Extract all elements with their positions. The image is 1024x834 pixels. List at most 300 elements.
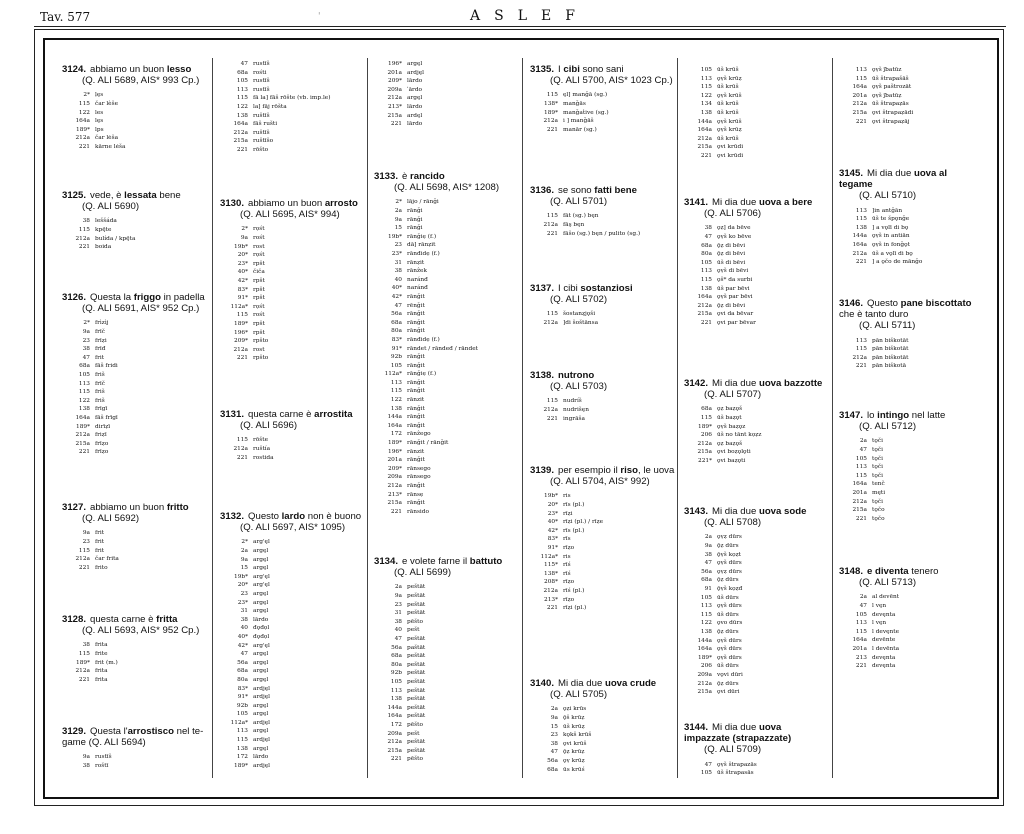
response-row bbox=[839, 506, 979, 515]
survey-point: 212a bbox=[75, 668, 90, 675]
dialect-form: rọśt bbox=[253, 226, 265, 233]
entry-heading bbox=[530, 64, 675, 86]
survey-point: 113 bbox=[855, 620, 867, 627]
entry-sentence-text: e volete farne il bbox=[402, 556, 470, 567]
survey-point: 189* bbox=[76, 659, 90, 666]
survey-point: 138 bbox=[390, 696, 402, 703]
survey-point: 212a bbox=[852, 498, 867, 505]
response-row bbox=[62, 423, 207, 432]
dialect-form: tǫči bbox=[872, 438, 883, 445]
survey-point: 68a bbox=[79, 363, 90, 370]
response-row bbox=[62, 143, 207, 152]
survey-point: 2a bbox=[859, 438, 867, 445]
dialect-form: rānđidẹ (f.) bbox=[407, 336, 440, 343]
dialect-form: rānsẹ bbox=[407, 491, 424, 498]
survey-point: 164a bbox=[852, 241, 867, 248]
survey-point: 189* bbox=[76, 423, 90, 430]
response-row bbox=[374, 198, 519, 207]
survey-point: 115 bbox=[546, 398, 558, 405]
dialect-form: ruštīš bbox=[253, 112, 270, 119]
survey-point: 215a bbox=[697, 449, 712, 456]
entry-number: 3144. bbox=[684, 722, 709, 733]
entry-headword: uova al tegame bbox=[839, 168, 948, 191]
survey-point: 68a bbox=[701, 406, 712, 413]
survey-point: 115 bbox=[236, 437, 248, 444]
entry-heading bbox=[62, 292, 207, 314]
response-row bbox=[530, 535, 675, 544]
entry-headword: pane biscottato bbox=[900, 298, 972, 309]
dialect-form: l devēnta bbox=[872, 645, 900, 652]
dialect-form: kārne lėša bbox=[95, 143, 126, 150]
survey-point: 212a bbox=[233, 129, 248, 136]
dialect-form: rānǧiẹ (f.) bbox=[407, 371, 437, 378]
survey-point: 221 bbox=[546, 230, 558, 237]
survey-point: 47 bbox=[82, 354, 90, 361]
dialect-form: čar lèše bbox=[95, 101, 119, 107]
dialect-form: argęl bbox=[253, 676, 269, 683]
response-row bbox=[374, 644, 519, 653]
dialect-form: rīẓo bbox=[563, 544, 575, 551]
survey-point: 42* bbox=[237, 277, 248, 284]
entry-headword: arrostisco bbox=[127, 726, 174, 737]
survey-point: 2a bbox=[240, 548, 248, 554]
response-row bbox=[62, 362, 207, 371]
response-row bbox=[374, 661, 519, 670]
map-entry bbox=[839, 168, 979, 267]
response-list bbox=[62, 217, 207, 251]
survey-point: 122 bbox=[700, 92, 712, 99]
response-row bbox=[220, 251, 365, 260]
dialect-form: nudrišęn bbox=[563, 407, 589, 413]
dialect-form: rọśt bbox=[253, 303, 265, 310]
response-row bbox=[62, 91, 207, 100]
entry-heading bbox=[839, 566, 979, 588]
response-row bbox=[684, 448, 829, 457]
dialect-form: peštāt bbox=[407, 661, 426, 668]
response-row bbox=[839, 662, 979, 671]
survey-point: 221 bbox=[855, 663, 867, 670]
response-row bbox=[62, 753, 207, 762]
response-row bbox=[62, 448, 207, 457]
response-row bbox=[374, 327, 519, 336]
entry-sentence-text: lo bbox=[867, 410, 878, 421]
response-row bbox=[374, 508, 519, 517]
response-list bbox=[374, 198, 519, 516]
survey-point: 115 bbox=[78, 101, 90, 107]
response-row bbox=[220, 354, 365, 363]
survey-point: 112a* bbox=[540, 553, 558, 560]
response-row bbox=[530, 492, 675, 501]
dialect-form: ris bbox=[563, 493, 571, 500]
response-row bbox=[684, 637, 829, 646]
response-row bbox=[684, 551, 829, 560]
response-row bbox=[684, 585, 829, 594]
response-row bbox=[684, 224, 829, 233]
entry-sentence-text: , le uova bbox=[638, 465, 675, 476]
response-row bbox=[530, 310, 675, 319]
survey-point: 208* bbox=[544, 579, 558, 586]
dialect-form: lārdo bbox=[407, 121, 423, 128]
response-row bbox=[684, 267, 829, 276]
dialect-form: rānǧit bbox=[407, 457, 425, 464]
survey-point: 212a bbox=[387, 739, 402, 746]
survey-point: 212a bbox=[75, 235, 90, 242]
response-row bbox=[684, 83, 829, 92]
response-row bbox=[220, 277, 365, 286]
survey-point: 47 bbox=[394, 635, 402, 642]
response-list bbox=[530, 492, 675, 612]
survey-point: 113 bbox=[390, 687, 402, 694]
survey-point: 138 bbox=[78, 406, 90, 413]
dialect-form: l devęnte bbox=[872, 628, 900, 635]
survey-point: 83* bbox=[237, 685, 248, 692]
response-row bbox=[62, 547, 207, 556]
survey-point: 47 bbox=[240, 651, 248, 658]
dialect-form: rośt bbox=[253, 312, 265, 319]
response-row bbox=[530, 221, 675, 230]
survey-point: 38 bbox=[394, 618, 402, 625]
response-row bbox=[530, 604, 675, 613]
response-row bbox=[374, 310, 519, 319]
response-row bbox=[839, 602, 979, 611]
survey-point: 47 bbox=[704, 234, 712, 240]
dialect-form: ˈārdo bbox=[407, 86, 423, 93]
dialect-form: rīs bbox=[563, 536, 571, 543]
dialect-form: rīś bbox=[563, 570, 571, 577]
response-row bbox=[684, 259, 829, 268]
survey-point: 42* bbox=[237, 642, 248, 649]
response-row bbox=[62, 328, 207, 337]
map-entry bbox=[374, 60, 519, 129]
dialect-form: ūš štrapaẓās bbox=[872, 101, 909, 108]
map-entry bbox=[220, 198, 365, 363]
dialect-form: ḷęs bbox=[95, 92, 104, 99]
response-list bbox=[530, 310, 675, 327]
entry-sentence-text: Questa la bbox=[90, 292, 134, 303]
dialect-form: ūš baẓǫt bbox=[717, 415, 742, 421]
entry-sentence-text: abbiamo un buon bbox=[90, 64, 167, 75]
response-row bbox=[684, 310, 829, 319]
entry-headword: fritta bbox=[156, 614, 178, 625]
entry-number: 3137. bbox=[530, 283, 555, 294]
dialect-form: ǭš krūẓ bbox=[563, 715, 585, 721]
map-entry bbox=[220, 511, 365, 770]
dialect-form: peštāt bbox=[407, 696, 426, 703]
survey-point: 115 bbox=[236, 95, 248, 102]
map-entry bbox=[530, 678, 675, 774]
dialect-form: rānǧit / rānǧit bbox=[407, 440, 449, 447]
dialect-form: pešt bbox=[407, 730, 420, 737]
map-entry bbox=[684, 197, 829, 328]
response-row bbox=[684, 671, 829, 680]
response-list bbox=[684, 533, 829, 696]
response-row bbox=[62, 414, 207, 423]
response-row bbox=[839, 215, 979, 224]
map-entry bbox=[62, 502, 207, 572]
response-row bbox=[684, 285, 829, 294]
response-list bbox=[530, 91, 675, 134]
survey-point: 105 bbox=[700, 259, 712, 266]
map-entry bbox=[684, 506, 829, 697]
survey-point: 212a bbox=[543, 222, 558, 228]
dialect-form: ūš no tānt kọẓz bbox=[717, 432, 762, 439]
entry-reference: (Q. ALI 5702) bbox=[550, 294, 608, 306]
dialect-form: tǫči bbox=[872, 447, 883, 453]
entry-sentence-text: questa carne è bbox=[90, 614, 157, 625]
dialect-form: pān biškotāt bbox=[872, 354, 909, 361]
dialect-form: peštāt bbox=[407, 704, 426, 711]
entry-heading bbox=[530, 465, 675, 487]
response-row bbox=[374, 738, 519, 747]
response-row bbox=[62, 762, 207, 771]
survey-point: 215a bbox=[387, 112, 402, 119]
response-row bbox=[62, 667, 207, 676]
response-row bbox=[220, 727, 365, 736]
survey-point: 113 bbox=[700, 268, 712, 275]
survey-point: 164a bbox=[233, 121, 248, 128]
survey-point: 221 bbox=[78, 244, 90, 251]
survey-point: 206 bbox=[700, 432, 712, 439]
response-list bbox=[62, 529, 207, 572]
response-row bbox=[220, 268, 365, 277]
map-entry bbox=[530, 185, 675, 238]
dialect-form: argęl bbox=[253, 745, 269, 752]
survey-point: 212a bbox=[697, 680, 712, 687]
entry-number: 3146. bbox=[839, 298, 864, 309]
dialect-form: ǫvi baẓǫti bbox=[717, 457, 746, 464]
entry-headword: intingo bbox=[877, 410, 910, 421]
survey-point: 23* bbox=[391, 250, 402, 257]
response-row bbox=[684, 628, 829, 637]
survey-point: 38 bbox=[704, 225, 712, 232]
response-row bbox=[530, 91, 675, 100]
entry-headword: riso bbox=[620, 465, 639, 476]
survey-point: 23 bbox=[394, 242, 402, 249]
dialect-form: ruštía bbox=[253, 446, 271, 452]
dialect-form: ūš krūš bbox=[717, 101, 739, 108]
survey-point: 42* bbox=[391, 293, 402, 300]
dialect-form: ǭẓ di bēvi bbox=[717, 251, 746, 258]
response-row bbox=[839, 92, 979, 101]
survey-point: 40 bbox=[394, 276, 402, 283]
entry-headword: fatti bene bbox=[594, 185, 637, 196]
response-row bbox=[62, 650, 207, 659]
dialect-form: kǫkš krūš bbox=[563, 732, 592, 739]
survey-point: 189* bbox=[234, 762, 248, 769]
response-row bbox=[684, 533, 829, 542]
entry-reference: (Q. ALI 5698, AIS* 1208) bbox=[394, 182, 500, 194]
response-row bbox=[839, 118, 979, 127]
response-row bbox=[374, 721, 519, 730]
dialect-form: ǭẓ dūrs bbox=[717, 543, 739, 549]
column-2 bbox=[220, 60, 365, 780]
entry-sentence-text: Mi dia due bbox=[712, 506, 759, 517]
entry-sentence-text: abbiamo un buon bbox=[90, 502, 167, 513]
survey-point: 115 bbox=[855, 75, 867, 82]
dialect-form: manǧaṫive (sg.) bbox=[563, 109, 609, 116]
entry-heading bbox=[530, 370, 675, 392]
entry-headword: lesso bbox=[166, 64, 192, 75]
dialect-form: ǫṿš par bēvi bbox=[717, 294, 753, 301]
survey-point: 138 bbox=[390, 405, 402, 412]
survey-point: 212a bbox=[75, 135, 90, 142]
entry-sentence-text: Questo bbox=[248, 511, 282, 522]
survey-point: 115 bbox=[546, 311, 558, 318]
survey-point: 215a bbox=[233, 138, 248, 145]
dialect-form: rīẓi (pl.) bbox=[563, 605, 587, 612]
entry-headword: uova sode bbox=[758, 506, 807, 517]
response-row bbox=[684, 233, 829, 242]
survey-point: 215a bbox=[697, 689, 712, 696]
survey-point: 113 bbox=[855, 337, 867, 344]
response-list bbox=[220, 60, 365, 155]
dialect-form: peštāt bbox=[407, 601, 426, 608]
dialect-form: lārdo bbox=[407, 103, 423, 110]
entry-sentence-text: in padella bbox=[160, 292, 205, 303]
dialect-form: ruštīš bbox=[253, 129, 270, 136]
response-row bbox=[220, 599, 365, 608]
dialect-form: šostanẓjǫši bbox=[563, 311, 596, 318]
survey-point: 47 bbox=[240, 61, 248, 67]
survey-point: 138 bbox=[700, 628, 712, 635]
map-entry bbox=[62, 614, 207, 684]
survey-point: 144a bbox=[387, 414, 402, 421]
dialect-form: rīẓo bbox=[563, 596, 575, 603]
response-row bbox=[62, 345, 207, 354]
entry-headword: rancido bbox=[410, 171, 445, 182]
entry-number: 3148. bbox=[839, 566, 864, 577]
entry-heading bbox=[220, 198, 365, 220]
dialect-form: argęl bbox=[253, 599, 269, 606]
response-row bbox=[684, 761, 829, 770]
response-row bbox=[220, 702, 365, 711]
response-row bbox=[62, 217, 207, 226]
survey-point: 209a bbox=[697, 671, 712, 678]
response-row bbox=[374, 439, 519, 448]
survey-point: 212a bbox=[852, 101, 867, 108]
response-row bbox=[839, 654, 979, 663]
survey-point: 19b* bbox=[388, 233, 402, 240]
response-row bbox=[839, 515, 979, 524]
dialect-form: rānǧit bbox=[407, 354, 425, 361]
dialect-form: lęs bbox=[95, 118, 104, 125]
response-row bbox=[839, 619, 979, 628]
entry-number: 3132. bbox=[220, 511, 245, 522]
response-row bbox=[374, 336, 519, 345]
response-row bbox=[220, 329, 365, 338]
dialect-form: ris bbox=[563, 553, 571, 560]
dialect-form: frita bbox=[95, 668, 108, 675]
response-row bbox=[684, 654, 829, 663]
survey-point: 9a bbox=[82, 329, 90, 335]
dialect-form: ruštīšo bbox=[253, 138, 274, 145]
response-list bbox=[220, 225, 365, 363]
response-row bbox=[62, 117, 207, 126]
survey-point: 221 bbox=[855, 515, 867, 522]
survey-point: 9a bbox=[550, 715, 558, 721]
dialect-form: arg'ęl bbox=[253, 539, 270, 546]
entry-headword: uova a bere bbox=[758, 197, 813, 208]
dialect-form: frìzìj bbox=[95, 320, 109, 327]
survey-point: 40* bbox=[547, 519, 558, 526]
entry-heading bbox=[62, 502, 207, 524]
response-row bbox=[530, 397, 675, 406]
dialect-form: rānđidẹ (f.) bbox=[407, 250, 440, 257]
dialect-form: peštāt bbox=[407, 584, 426, 591]
survey-point: 40* bbox=[237, 633, 248, 640]
response-row bbox=[220, 243, 365, 252]
response-row bbox=[684, 440, 829, 449]
survey-point: 189* bbox=[544, 109, 558, 116]
response-row bbox=[530, 230, 675, 239]
survey-point: 164a bbox=[387, 422, 402, 429]
response-row bbox=[839, 463, 979, 472]
survey-point: 80a bbox=[391, 661, 402, 668]
dialect-form: rpšt bbox=[253, 260, 265, 267]
response-row bbox=[684, 431, 829, 440]
dialect-form: rīẓi bbox=[563, 510, 573, 517]
survey-point: 201a bbox=[387, 69, 402, 76]
response-row bbox=[839, 645, 979, 654]
survey-point: 2a bbox=[704, 534, 712, 541]
response-row bbox=[374, 319, 519, 328]
dialect-form: ǫṿš dūrs bbox=[717, 603, 742, 610]
entry-heading bbox=[839, 168, 979, 202]
response-row bbox=[684, 611, 829, 620]
dialect-form: rīẓo bbox=[563, 579, 575, 586]
dialect-form: ǫẓ] da bēve bbox=[717, 225, 751, 232]
survey-point: 56a bbox=[547, 757, 558, 764]
response-row bbox=[374, 69, 519, 78]
survey-point: 115 bbox=[700, 84, 712, 91]
dialect-form: ardjęl bbox=[253, 694, 271, 701]
survey-point: 221 bbox=[390, 121, 402, 128]
response-row bbox=[220, 60, 365, 69]
entry-sentence-text: non è buono bbox=[305, 511, 362, 522]
response-row bbox=[220, 581, 365, 590]
dialect-form: ūš krūš bbox=[717, 135, 739, 142]
dialect-form: devęnta bbox=[872, 654, 896, 661]
response-row bbox=[62, 354, 207, 363]
survey-point: 189* bbox=[698, 423, 712, 430]
response-row bbox=[62, 659, 207, 668]
response-row bbox=[220, 294, 365, 303]
survey-point: 138 bbox=[236, 745, 248, 752]
response-row bbox=[374, 473, 519, 482]
response-row bbox=[684, 619, 829, 628]
survey-point: 221 bbox=[236, 146, 248, 153]
dialect-form: argęl bbox=[253, 728, 269, 735]
survey-point: 38 bbox=[550, 740, 558, 747]
response-row bbox=[684, 602, 829, 611]
survey-point: 40 bbox=[240, 625, 248, 632]
entry-reference: (Q. ALI 5691, AIS* 952 Cp.) bbox=[82, 303, 200, 315]
map-entry bbox=[530, 283, 675, 328]
survey-point: 68a bbox=[391, 653, 402, 660]
dialect-form: kpę̄te bbox=[95, 227, 112, 233]
map-entry bbox=[220, 60, 365, 155]
dialect-form: naránđ bbox=[407, 285, 428, 292]
response-row bbox=[220, 94, 365, 103]
response-row bbox=[220, 77, 365, 86]
response-row bbox=[220, 685, 365, 694]
response-row bbox=[839, 362, 979, 371]
survey-point: 91 bbox=[704, 585, 712, 592]
response-row bbox=[220, 616, 365, 625]
dialect-form: ūš krūẓ bbox=[563, 723, 585, 730]
response-row bbox=[530, 553, 675, 562]
response-row bbox=[684, 423, 829, 432]
